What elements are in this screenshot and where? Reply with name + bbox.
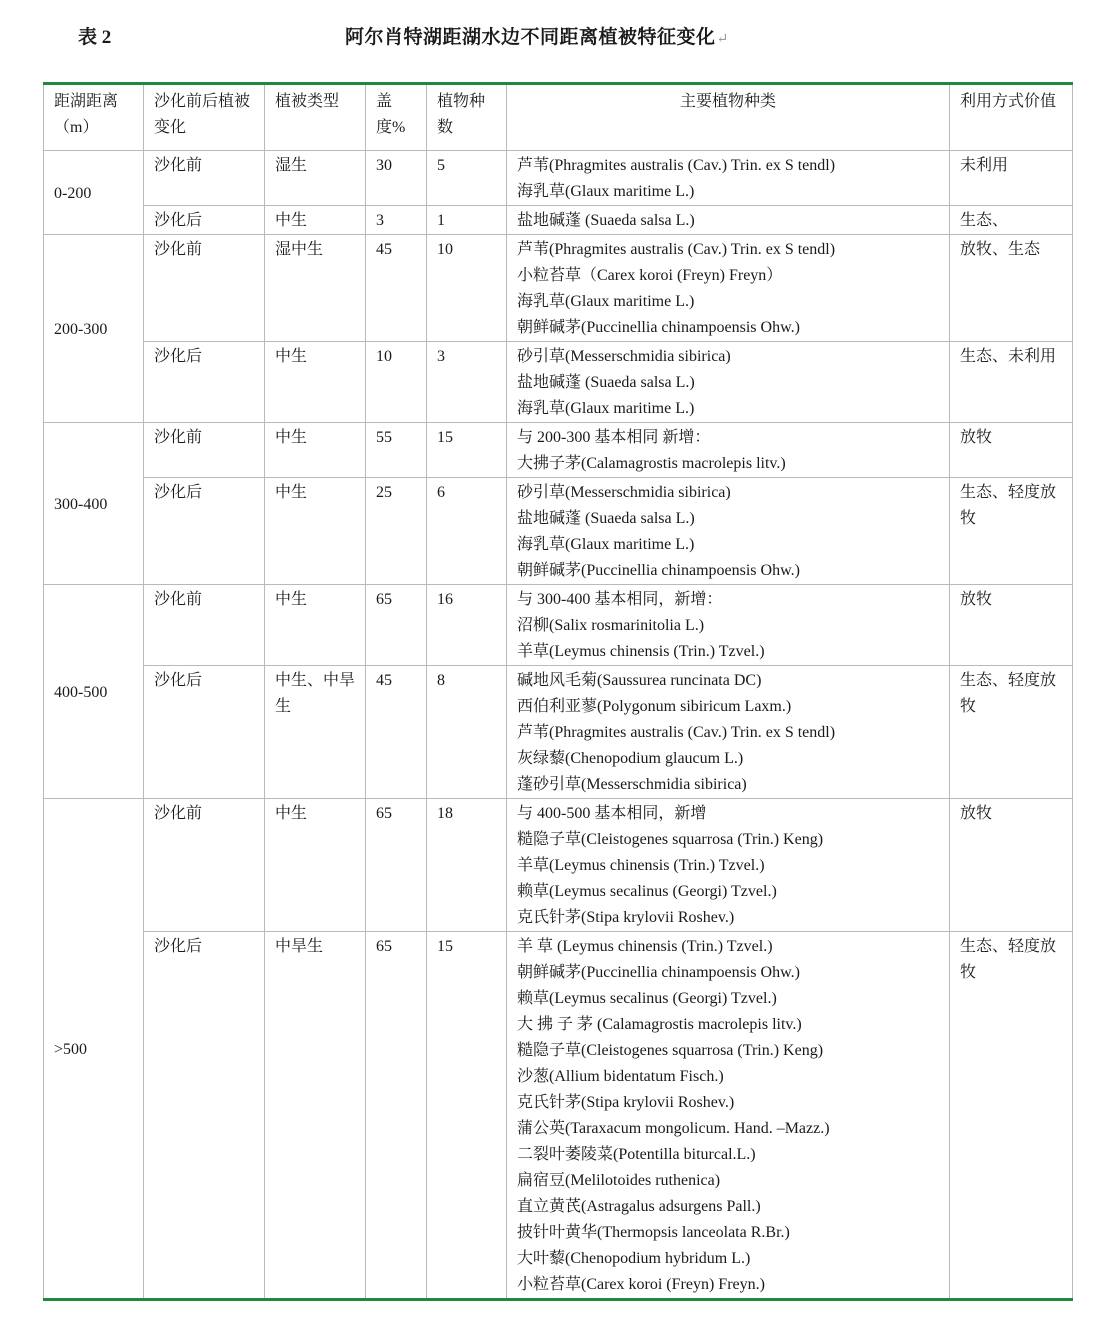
type-cell: 中生 <box>265 585 366 666</box>
cover-cell: 3 <box>366 206 427 235</box>
species-item: 与 400-500 基本相同，新增 <box>517 805 707 822</box>
species-item: 与 300-400 基本相同，新增： <box>517 591 723 608</box>
header-distance: 距湖距离（m） <box>44 84 144 151</box>
use-cell: 放牧 <box>950 423 1073 478</box>
stage-cell: 沙化前 <box>144 585 265 666</box>
vegetation-table <box>43 82 1073 1301</box>
cover-cell: 45 <box>366 666 427 799</box>
use-cell: 放牧 <box>950 585 1073 666</box>
species-item: 披针叶黄华(Thermopsis lanceolata R.Br.) <box>517 1224 790 1241</box>
type-cell: 湿中生 <box>265 235 366 342</box>
distance-cell: 400-500 <box>44 585 144 799</box>
use-cell: 生态、轻度放牧 <box>950 478 1073 585</box>
type-cell: 中生 <box>265 342 366 423</box>
cover-cell: 65 <box>366 799 427 932</box>
species-item: 小粒苔草（Carex koroi (Freyn) Freyn） <box>517 267 783 284</box>
species-item: 海乳草(Glaux maritime L.) <box>517 183 695 200</box>
species-item: 芦苇(Phragmites australis (Cav.) Trin. ex S tendl) <box>517 157 836 174</box>
stage-cell: 沙化后 <box>144 932 265 1300</box>
use-cell: 生态、 <box>950 206 1073 235</box>
species-item: 砂引草(Messerschmidia sibirica) <box>517 484 731 501</box>
count-cell: 18 <box>427 799 507 932</box>
species-item: 盐地碱蓬 (Suaeda salsa L.) <box>517 510 695 527</box>
table-row <box>44 235 1073 342</box>
stage-cell: 沙化后 <box>144 342 265 423</box>
stage-cell: 沙化后 <box>144 206 265 235</box>
table-title-text: 阿尔肖特湖距湖水边不同距离植被特征变化 <box>345 27 716 48</box>
stage-cell: 沙化前 <box>144 151 265 206</box>
species-item: 朝鲜碱茅(Puccinellia chinampoensis Ohw.) <box>517 562 800 579</box>
species-item: 扁宿豆(Melilotoides ruthenica) <box>517 1172 721 1189</box>
species-item: 与 200-300 基本相同 新增： <box>517 429 711 446</box>
count-cell: 6 <box>427 478 507 585</box>
species-item: 克氏针茅(Stipa krylovii Roshev.) <box>517 1094 735 1111</box>
cover-cell: 65 <box>366 585 427 666</box>
species-item: 灰绿藜(Chenopodium glaucum L.) <box>517 750 744 767</box>
distance-cell: 300-400 <box>44 423 144 585</box>
species-item: 西伯利亚蓼(Polygonum sibiricum Laxm.) <box>517 698 792 715</box>
type-cell: 中生 <box>265 478 366 585</box>
species-item: 朝鲜碱茅(Puccinellia chinampoensis Ohw.) <box>517 319 800 336</box>
count-cell: 15 <box>427 423 507 478</box>
header-cover: 盖度% <box>366 84 427 151</box>
species-item: 羊草(Leymus chinensis (Trin.) Tzvel.) <box>517 643 765 660</box>
stage-cell: 沙化前 <box>144 799 265 932</box>
count-cell: 15 <box>427 932 507 1300</box>
species-item: 羊 草 (Leymus chinensis (Trin.) Tzvel.) <box>517 938 773 955</box>
title-row <box>0 20 1114 54</box>
species-cell <box>507 423 950 478</box>
species-item: 羊草(Leymus chinensis (Trin.) Tzvel.) <box>517 857 765 874</box>
species-item: 盐地碱蓬 (Suaeda salsa L.) <box>517 212 695 229</box>
use-cell: 放牧、生态 <box>950 235 1073 342</box>
count-cell: 5 <box>427 151 507 206</box>
species-item: 海乳草(Glaux maritime L.) <box>517 536 695 553</box>
type-cell: 中生 <box>265 423 366 478</box>
stage-cell: 沙化前 <box>144 423 265 478</box>
table-row <box>44 423 1073 478</box>
species-cell <box>507 342 950 423</box>
species-item: 大叶藜(Chenopodium hybridum L.) <box>517 1250 751 1267</box>
species-item: 大 拂 子 茅 (Calamagrostis macrolepis litv.) <box>517 1016 802 1033</box>
cover-cell: 25 <box>366 478 427 585</box>
species-item: 砂引草(Messerschmidia sibirica) <box>517 348 731 365</box>
type-cell: 中生 <box>265 799 366 932</box>
species-cell <box>507 799 950 932</box>
species-item: 蒲公英(Taraxacum mongolicum. Hand. –Mazz.) <box>517 1120 830 1137</box>
table-number: 表 2 <box>78 27 112 48</box>
cover-cell: 65 <box>366 932 427 1300</box>
stage-cell: 沙化后 <box>144 478 265 585</box>
species-cell <box>507 151 950 206</box>
stage-cell: 沙化前 <box>144 235 265 342</box>
species-cell <box>507 932 950 1300</box>
count-cell: 3 <box>427 342 507 423</box>
count-cell: 1 <box>427 206 507 235</box>
cover-cell: 30 <box>366 151 427 206</box>
cover-cell: 10 <box>366 342 427 423</box>
species-item: 大拂子茅(Calamagrostis macrolepis litv.) <box>517 455 786 472</box>
species-item: 芦苇(Phragmites australis (Cav.) Trin. ex S tendl) <box>517 724 836 741</box>
distance-cell: 200-300 <box>44 235 144 423</box>
species-cell <box>507 478 950 585</box>
species-item: 沙葱(Allium bidentatum Fisch.) <box>517 1068 724 1085</box>
header-use: 利用方式价值 <box>950 84 1073 151</box>
header-row <box>44 84 1073 151</box>
species-item: 糙隐子草(Cleistogenes squarrosa (Trin.) Keng) <box>517 831 824 848</box>
table-row <box>44 478 1073 585</box>
table-row <box>44 932 1073 1300</box>
distance-cell: 0-200 <box>44 151 144 235</box>
species-item: 蓬砂引草(Messerschmidia sibirica) <box>517 776 747 793</box>
table-row <box>44 666 1073 799</box>
distance-cell: >500 <box>44 799 144 1300</box>
use-cell: 生态、轻度放牧 <box>950 666 1073 799</box>
species-item: 直立黄芪(Astragalus adsurgens Pall.) <box>517 1198 761 1215</box>
table-row <box>44 342 1073 423</box>
species-item: 海乳草(Glaux maritime L.) <box>517 293 695 310</box>
table-row <box>44 151 1073 206</box>
cover-cell: 45 <box>366 235 427 342</box>
count-cell: 16 <box>427 585 507 666</box>
header-count: 植物种数 <box>427 84 507 151</box>
stage-cell: 沙化后 <box>144 666 265 799</box>
species-item: 朝鲜碱茅(Puccinellia chinampoensis Ohw.) <box>517 964 800 981</box>
use-cell: 生态、轻度放牧 <box>950 932 1073 1300</box>
species-item: 小粒苔草(Carex koroi (Freyn) Freyn.) <box>517 1276 765 1293</box>
species-item: 盐地碱蓬 (Suaeda salsa L.) <box>517 374 695 391</box>
type-cell: 中旱生 <box>265 932 366 1300</box>
species-cell <box>507 585 950 666</box>
species-item: 碱地风毛菊(Saussurea runcinata DC) <box>517 672 762 689</box>
header-species: 主要植物种类 <box>507 84 950 151</box>
species-item: 芦苇(Phragmites australis (Cav.) Trin. ex S tendl) <box>517 241 836 258</box>
use-cell: 放牧 <box>950 799 1073 932</box>
table-body <box>44 151 1073 1300</box>
cover-cell: 55 <box>366 423 427 478</box>
use-cell: 生态、未利用 <box>950 342 1073 423</box>
table-row <box>44 799 1073 932</box>
species-item: 二裂叶萎陵菜(Potentilla biturcal.L.) <box>517 1146 756 1163</box>
type-cell: 湿生 <box>265 151 366 206</box>
species-item: 沼柳(Salix rosmarinitolia L.) <box>517 617 705 634</box>
table-title <box>345 22 729 49</box>
paragraph-mark-icon: ↵ <box>716 32 729 47</box>
species-item: 海乳草(Glaux maritime L.) <box>517 400 695 417</box>
header-type: 植被类型 <box>265 84 366 151</box>
table-row <box>44 585 1073 666</box>
header-stage: 沙化前后植被变化 <box>144 84 265 151</box>
species-item: 赖草(Leymus secalinus (Georgi) Tzvel.) <box>517 883 777 900</box>
type-cell: 中生、中旱生 <box>265 666 366 799</box>
type-cell: 中生 <box>265 206 366 235</box>
count-cell: 8 <box>427 666 507 799</box>
species-item: 克氏针茅(Stipa krylovii Roshev.) <box>517 909 735 926</box>
species-cell <box>507 666 950 799</box>
count-cell: 10 <box>427 235 507 342</box>
species-item: 糙隐子草(Cleistogenes squarrosa (Trin.) Keng) <box>517 1042 824 1059</box>
species-cell <box>507 235 950 342</box>
species-cell <box>507 206 950 235</box>
species-item: 赖草(Leymus secalinus (Georgi) Tzvel.) <box>517 990 777 1007</box>
use-cell: 未利用 <box>950 151 1073 206</box>
table-row <box>44 206 1073 235</box>
